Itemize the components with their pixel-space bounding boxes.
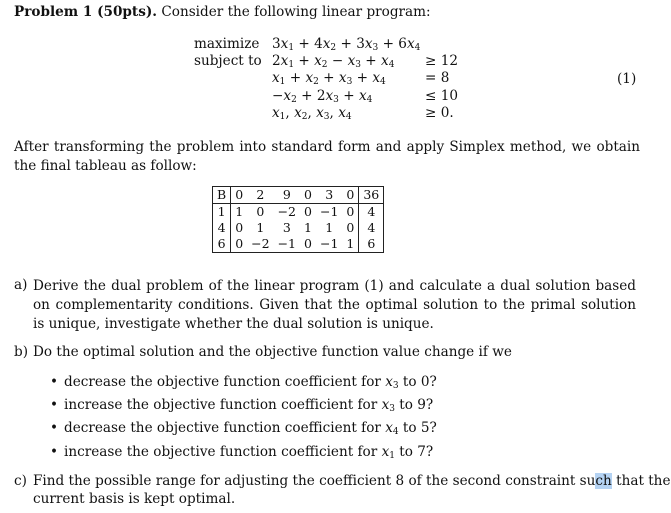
bullet-suffix: to 5? bbox=[398, 420, 437, 436]
selection-highlight[interactable]: ch bbox=[595, 473, 612, 489]
bullet-icon: • bbox=[50, 397, 59, 413]
tableau-cell: 0 bbox=[231, 187, 247, 204]
question-b-label: b) bbox=[14, 344, 29, 360]
tableau-cell: 1 bbox=[213, 204, 231, 221]
constraint-2-lhs: $x_1 + x_2 + x_3 + x_4$ bbox=[272, 70, 386, 87]
simplex-tableau bbox=[212, 186, 384, 253]
list-item: • decrease the objective function coefficient for $x_3$ to 0? bbox=[50, 374, 437, 391]
tableau-cell: 4 bbox=[359, 220, 384, 236]
table-row bbox=[213, 236, 384, 253]
question-c-label: c) bbox=[14, 473, 27, 489]
bullet-suffix: to 9? bbox=[394, 397, 434, 413]
question-c-line1 bbox=[33, 473, 671, 489]
tableau-cell: 1 bbox=[342, 236, 358, 253]
tableau-cell: 0 bbox=[342, 187, 358, 204]
constraint-3-rhs: ≤ 10 bbox=[425, 88, 459, 104]
list-item: • increase the objective function coefficient for $x_1$ to 7? bbox=[50, 444, 434, 461]
question-a-label: a) bbox=[14, 277, 28, 293]
tableau-cell: 0 bbox=[304, 204, 312, 219]
tableau-cell: −1 bbox=[316, 236, 342, 253]
tableau-cell: 1 bbox=[235, 204, 244, 219]
nonnegativity-rhs: ≥ 0. bbox=[425, 105, 454, 121]
tableau-cell: 3 bbox=[282, 220, 291, 235]
constraint-3-lhs: $-x_2 + 2x_3 + x_4$ bbox=[272, 88, 373, 105]
problem-heading bbox=[14, 4, 431, 20]
question-a-text: Derive the dual problem of the linear program (1) and calculate a dual solution based on complementarity conditions. Given that the optimal solution to the primal solution is unique, investigate whether the dual solution is unique. bbox=[33, 278, 636, 332]
transform-paragraph: After transforming the problem into standard form and apply Simplex method, we obtain the final tableau as follow: bbox=[14, 139, 640, 174]
tableau-cell: 6 bbox=[213, 236, 231, 253]
tableau-cell: 0 bbox=[342, 220, 358, 236]
maximize-label: maximize bbox=[194, 36, 260, 52]
list-item: • increase the objective function coefficient for $x_3$ to 9? bbox=[50, 397, 434, 414]
bullet-prefix: decrease the objective function coefficient for bbox=[64, 420, 386, 436]
tableau-cell: 9 bbox=[274, 187, 300, 204]
subject-to-label: subject to bbox=[194, 53, 262, 69]
tableau-table bbox=[212, 186, 384, 253]
tableau-cell: 0 bbox=[256, 204, 265, 219]
tableau-cell: 1 bbox=[304, 220, 312, 235]
constraint-1-rhs: ≥ 12 bbox=[425, 53, 459, 69]
tableau-cell: 0 bbox=[300, 236, 316, 253]
table-row bbox=[213, 220, 384, 236]
tableau-cell: 2 bbox=[247, 187, 273, 204]
constraint-1-lhs: $2x_1 + x_2 - x_3 + x_4$ bbox=[272, 53, 395, 70]
tableau-cell: −2 bbox=[277, 204, 297, 219]
list-item: • decrease the objective function coefficient for $x_4$ to 5? bbox=[50, 420, 437, 437]
tableau-cell: 6 bbox=[359, 236, 384, 253]
bullet-suffix: to 0? bbox=[398, 374, 437, 390]
constraint-2-rhs: = 8 bbox=[425, 70, 450, 86]
tableau-cell: B bbox=[213, 187, 231, 204]
problem-intro: Consider the following linear program: bbox=[161, 4, 431, 20]
question-c-text-start: Find the possible range for adjusting the coefficient 8 of the second constraint su bbox=[33, 473, 596, 489]
question-c-line2: current basis is kept optimal. bbox=[33, 491, 236, 507]
question-c-text-end: that the bbox=[611, 473, 671, 489]
problem-title: Problem 1 (50pts). bbox=[14, 4, 158, 20]
tableau-cell: 0 bbox=[231, 236, 247, 253]
tableau-cell: 0 bbox=[342, 204, 358, 221]
bullet-icon: • bbox=[50, 444, 59, 460]
tableau-cell: −1 bbox=[274, 236, 300, 253]
tableau-cell: 36 bbox=[359, 187, 384, 204]
nonnegativity-lhs: $x_1$, $x_2$, $x_3$, $x_4$ bbox=[272, 105, 352, 122]
tableau-cell: 4 bbox=[213, 220, 231, 236]
tableau-cell: 0 bbox=[300, 187, 316, 204]
tableau-cell: 1 bbox=[256, 220, 265, 235]
equation-number: (1) bbox=[617, 71, 637, 87]
question-b-text: Do the optimal solution and the objective function value change if we bbox=[33, 344, 512, 360]
tableau-cell: −2 bbox=[247, 236, 273, 253]
bullet-prefix: decrease the objective function coefficient for bbox=[64, 374, 386, 390]
tableau-cell: 3 bbox=[316, 187, 342, 204]
bullet-prefix: increase the objective function coefficient for bbox=[64, 444, 382, 460]
bullet-icon: • bbox=[50, 374, 59, 390]
tableau-cell: 4 bbox=[359, 204, 384, 221]
tableau-cell: −1 bbox=[319, 204, 339, 219]
tableau-header-row bbox=[213, 187, 384, 204]
bullet-suffix: to 7? bbox=[394, 444, 434, 460]
bullet-prefix: increase the objective function coefficient for bbox=[64, 397, 382, 413]
tableau-cell: 0 bbox=[235, 220, 244, 235]
tableau-cell: 1 bbox=[325, 220, 334, 235]
objective-function: $3x_1 + 4x_2 + 3x_3 + 6x_4$ bbox=[272, 36, 421, 53]
table-row bbox=[213, 204, 384, 221]
bullet-icon: • bbox=[50, 420, 59, 436]
